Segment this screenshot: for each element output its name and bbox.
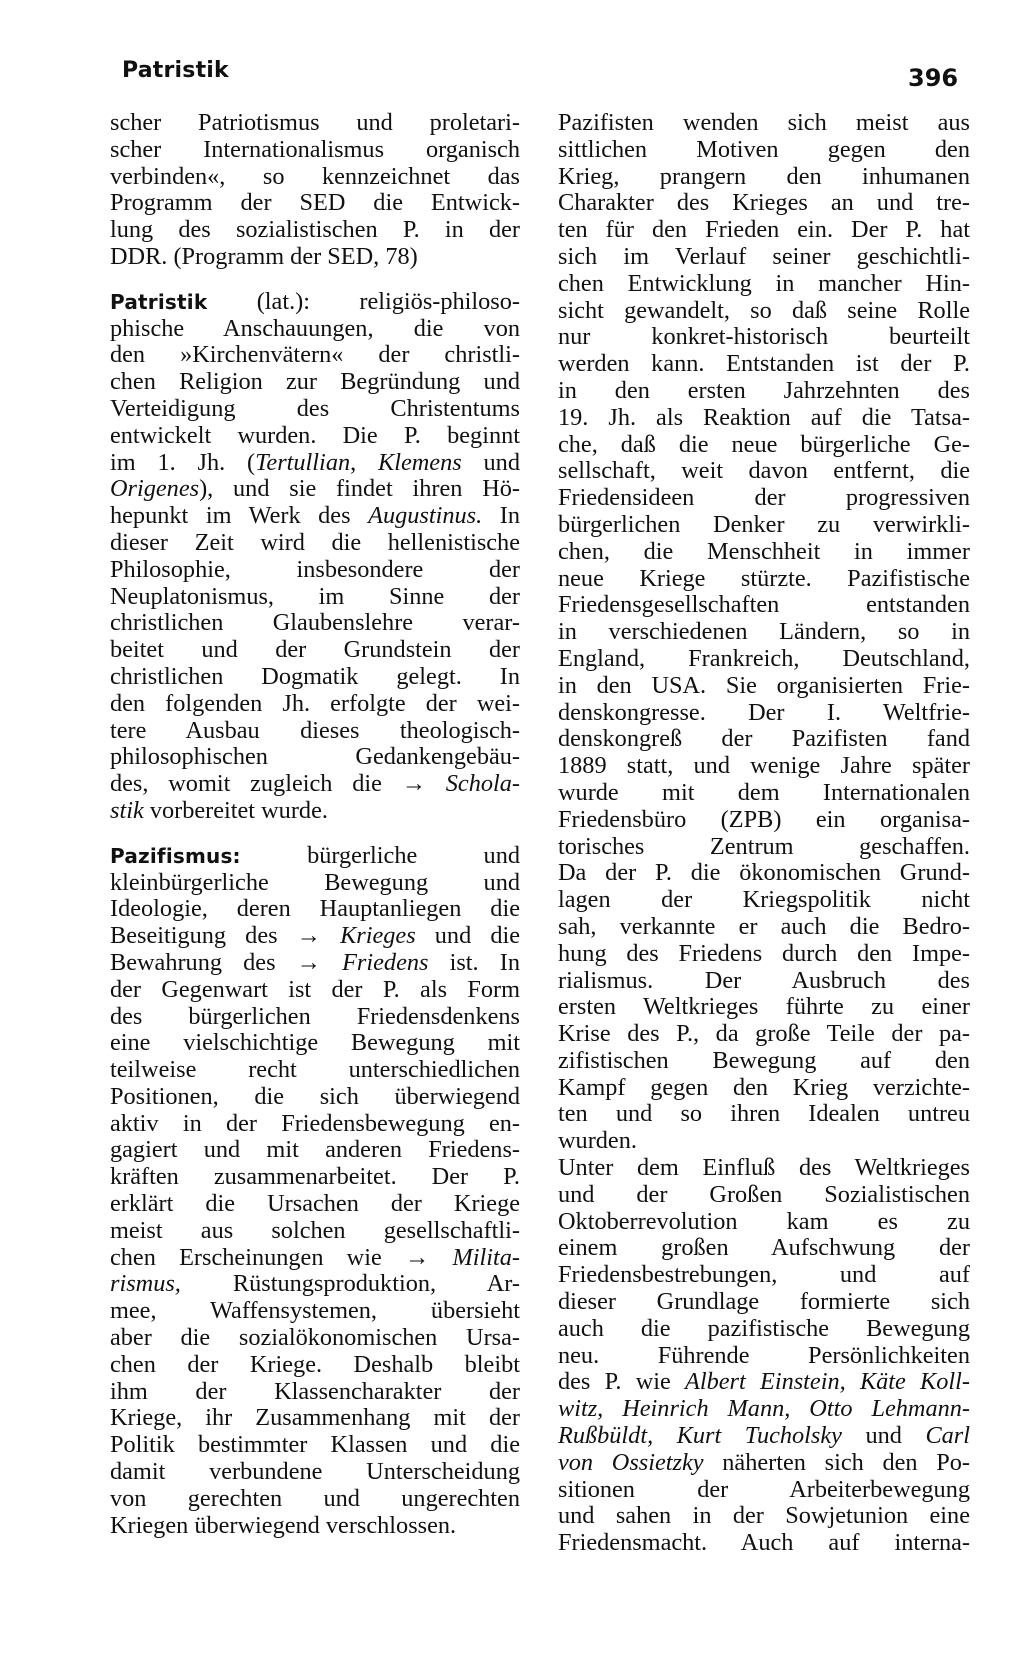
text-line: meist aus solchen gesellschaftli- bbox=[110, 1217, 520, 1244]
text-line: Kriege, ihr Zusammenhang mit der bbox=[110, 1405, 520, 1432]
text-line: mee, Waffensystemen, übersieht bbox=[110, 1298, 520, 1325]
text-line: in verschiedenen Ländern, so in bbox=[558, 619, 970, 646]
person-name: Albert Einstein, bbox=[685, 1369, 846, 1396]
text-line: Kriegen überwiegend verschlossen. bbox=[110, 1512, 457, 1539]
text-line: Pazifisten wenden sich meist aus bbox=[558, 110, 970, 136]
text-line: sah, verkannte er auch die Bedro- bbox=[558, 913, 970, 940]
person-name: Rußbüldt, bbox=[558, 1423, 654, 1450]
text-line: sitionen der Arbeiterbewegung bbox=[558, 1476, 970, 1503]
text-line: Verteidigung des Christentums bbox=[110, 395, 520, 422]
text-line: hung des Friedens durch den Impe- bbox=[558, 940, 970, 967]
arrow-icon: → bbox=[296, 923, 321, 950]
text-line: beitet und der Grundstein der bbox=[110, 637, 520, 664]
text-line: 19. Jh. als Reaktion auf die Tatsa- bbox=[558, 404, 970, 431]
entry-term-patristik: Patristik bbox=[110, 289, 208, 314]
text-line: entwickelt wurden. Die P. beginnt bbox=[110, 422, 520, 449]
text-line: Unter dem Einfluß des Weltkrieges bbox=[558, 1155, 970, 1182]
text-line: im 1. Jh. (Tertullian, Klemens und bbox=[110, 449, 520, 476]
text-line: nur konkret-historisch beurteilt bbox=[558, 324, 970, 351]
person-name: Heinrich Mann, bbox=[622, 1396, 791, 1423]
entry-term-pazifismus: Pazifismus: bbox=[110, 843, 241, 868]
text-line: DDR. (Programm der SED, 78) bbox=[110, 243, 418, 270]
text-line: Patristik (lat.): religiös-philoso- bbox=[110, 288, 520, 315]
text-line: Bewahrung des → Friedens ist. In bbox=[110, 949, 520, 976]
person-name: witz, bbox=[558, 1396, 604, 1423]
text-line: und der Großen Sozialistischen bbox=[558, 1181, 970, 1208]
text-line: sellschaft, weit davon entfernt, die bbox=[558, 458, 970, 485]
text-line: Charakter des Krieges an und tre- bbox=[558, 190, 970, 217]
text-line: in den ersten Jahrzehnten des bbox=[558, 377, 970, 404]
text-line: ersten Weltkrieges führte zu einer bbox=[558, 994, 970, 1021]
text-line: Friedensideen der progressiven bbox=[558, 485, 970, 512]
text-line: Krieg, prangern den inhumanen bbox=[558, 163, 970, 190]
person-name: von Ossietzky bbox=[558, 1449, 704, 1476]
text-line: neue Kriege stürzte. Pazifistische bbox=[558, 565, 970, 592]
text-line: gagiert und mit anderen Friedens- bbox=[110, 1137, 520, 1164]
text-line: Pazifismus: bürgerliche und bbox=[110, 842, 520, 869]
person-name: Origenes bbox=[110, 476, 200, 503]
text-line: torisches Zentrum geschaffen. bbox=[558, 833, 970, 860]
text-line: in den USA. Sie organisierten Frie- bbox=[558, 672, 970, 699]
text-line: verbinden«, so kennzeichnet das bbox=[110, 163, 520, 190]
cross-reference[interactable]: stik bbox=[110, 797, 144, 824]
person-name: Carl bbox=[925, 1423, 970, 1450]
text-line: werden kann. Entstanden ist der P. bbox=[558, 351, 970, 378]
text-line: che, daß die neue bürgerliche Ge- bbox=[558, 431, 970, 458]
text-line: und sahen in der Sowjetunion eine bbox=[558, 1503, 970, 1530]
text-line: wurde mit dem Internationalen bbox=[558, 779, 970, 806]
pazifismus-continuation bbox=[558, 110, 970, 1557]
text-line: Kampf gegen den Krieg verzichte- bbox=[558, 1074, 970, 1101]
text-line: stik vorbereitet wurde. bbox=[110, 797, 328, 824]
text-line: der Gegenwart ist der P. als Form bbox=[110, 976, 520, 1003]
text-line: denskongresse. Der I. Weltfrie- bbox=[558, 699, 970, 726]
text-line: phische Anschauungen, die von bbox=[110, 315, 520, 342]
text-line: England, Frankreich, Deutschland, bbox=[558, 645, 970, 672]
text-line: Politik bestimmter Klassen und die bbox=[110, 1432, 520, 1459]
pazifismus-entry bbox=[110, 843, 520, 1540]
text-line: bürgerlichen Denker zu verwirkli- bbox=[558, 511, 970, 538]
text-line: von gerechten und ungerechten bbox=[110, 1485, 520, 1512]
text-line: teilweise recht unterschiedlichen bbox=[110, 1057, 520, 1084]
text-line: Friedensbestrebungen, und auf bbox=[558, 1262, 970, 1289]
text-line: 1889 statt, und wenige Jahre später bbox=[558, 753, 970, 780]
text-line: Friedensbüro (ZPB) ein organisa- bbox=[558, 806, 970, 833]
text-line: des, womit zugleich die → Schola- bbox=[110, 771, 520, 798]
text-line: sittlichen Motiven gegen den bbox=[558, 136, 970, 163]
text-line: des P. wie Albert Einstein, Käte Koll- bbox=[558, 1369, 970, 1396]
page-number: 396 bbox=[908, 64, 959, 92]
text-line: scher Internationalismus organisch bbox=[110, 136, 520, 163]
text-line: Krise des P., da große Teile der pa- bbox=[558, 1021, 970, 1048]
text-line: chen, die Menschheit in immer bbox=[558, 538, 970, 565]
text-line: ten und so ihren Idealen untreu bbox=[558, 1101, 970, 1128]
text-line: chen Religion zur Begründung und bbox=[110, 369, 520, 396]
text-line: rismus, Rüstungsproduktion, Ar- bbox=[110, 1271, 520, 1298]
text-line: neu. Führende Persönlichkeiten bbox=[558, 1342, 970, 1369]
text-line: chen Erscheinungen wie → Milita- bbox=[110, 1244, 520, 1271]
text-line: rialismus. Der Ausbruch des bbox=[558, 967, 970, 994]
right-column bbox=[558, 110, 970, 1557]
running-head: Patristik bbox=[122, 58, 229, 83]
text-line: Beseitigung des → Krieges und die bbox=[110, 923, 520, 950]
text-line: chen Entwicklung in mancher Hin- bbox=[558, 270, 970, 297]
cross-reference[interactable]: Augustinus. bbox=[368, 503, 483, 530]
text-line: kleinbürgerliche Bewegung und bbox=[110, 869, 520, 896]
text-line: wurden. bbox=[558, 1128, 637, 1155]
cross-reference[interactable]: Friedens bbox=[342, 949, 429, 976]
cross-reference[interactable]: rismus, bbox=[110, 1271, 181, 1298]
person-name: Tertullian bbox=[255, 449, 351, 476]
cross-reference[interactable]: Schola- bbox=[445, 771, 520, 798]
arrow-icon: → bbox=[296, 949, 321, 976]
text-line: Neuplatonismus, im Sinne der bbox=[110, 583, 520, 610]
text-line: Rußbüldt, Kurt Tucholsky und Carl bbox=[558, 1423, 970, 1450]
text-line: Positionen, die sich überwiegend bbox=[110, 1083, 520, 1110]
text-line: dieser Zeit wird die hellenistische bbox=[110, 529, 520, 556]
person-name: Kurt Tucholsky bbox=[676, 1423, 842, 1450]
text-line: ten für den Frieden ein. Der P. hat bbox=[558, 217, 970, 244]
text-line: kräften zusammenarbeitet. Der P. bbox=[110, 1164, 520, 1191]
text-line: von Ossietzky näherten sich den Po- bbox=[558, 1449, 970, 1476]
text-line: des bürgerlichen Friedensdenkens bbox=[110, 1003, 520, 1030]
text-line: dieser Grundlage formierte sich bbox=[558, 1289, 970, 1316]
cross-reference[interactable]: Krieges bbox=[340, 923, 416, 950]
text-line: zifistischen Bewegung auf den bbox=[558, 1047, 970, 1074]
text-line: Origenes), und sie findet ihren Hö- bbox=[110, 476, 520, 503]
text-line: denskongreß der Pazifisten fand bbox=[558, 726, 970, 753]
patristik-entry bbox=[110, 289, 520, 825]
text-line: chen der Kriege. Deshalb bleibt bbox=[110, 1351, 520, 1378]
person-name: Klemens bbox=[378, 449, 462, 476]
text-line: auch die pazifistische Bewegung bbox=[558, 1315, 970, 1342]
text-line: sich im Verlauf seiner geschichtli- bbox=[558, 243, 970, 270]
text-line: Ideologie, deren Hauptanliegen die bbox=[110, 896, 520, 923]
person-name: Käte Koll- bbox=[859, 1369, 970, 1396]
text-line: den folgenden Jh. erfolgte der wei- bbox=[110, 690, 520, 717]
person-name: Otto Lehmann- bbox=[809, 1396, 970, 1423]
text-line: tere Ausbau dieses theologisch- bbox=[110, 717, 520, 744]
text-line: ihm der Klassencharakter der bbox=[110, 1378, 520, 1405]
text-line: den »Kirchenvätern« der christli- bbox=[110, 342, 520, 369]
text-line: einem großen Aufschwung der bbox=[558, 1235, 970, 1262]
cross-reference[interactable]: Milita- bbox=[452, 1244, 520, 1271]
text-line: erklärt die Ursachen der Kriege bbox=[110, 1191, 520, 1218]
text-line: Friedensmacht. Auch auf interna- bbox=[558, 1530, 970, 1557]
text-line: christlichen Glaubenslehre verar- bbox=[110, 610, 520, 637]
text-line: Oktoberrevolution kam es zu bbox=[558, 1208, 970, 1235]
text-line: Friedensgesellschaften entstanden bbox=[558, 592, 970, 619]
arrow-icon: → bbox=[404, 1244, 430, 1271]
text-line: Philosophie, insbesondere der bbox=[110, 556, 520, 583]
text-line: christlichen Dogmatik gelegt. In bbox=[110, 663, 520, 690]
text-line: philosophischen Gedankengebäu- bbox=[110, 744, 520, 771]
text-line: damit verbundene Unterscheidung bbox=[110, 1459, 520, 1486]
text-line: aber die sozialökonomischen Ursa- bbox=[110, 1325, 520, 1352]
text-line: lung des sozialistischen P. in der bbox=[110, 217, 520, 244]
text-line: Programm der SED die Entwick- bbox=[110, 190, 520, 217]
text-line: scher Patriotismus und proletari- bbox=[110, 110, 520, 136]
text-line: sicht gewandelt, so daß seine Rolle bbox=[558, 297, 970, 324]
text-line: hepunkt im Werk des Augustinus. In bbox=[110, 503, 520, 530]
text-line: Da der P. die ökonomischen Grund- bbox=[558, 860, 970, 887]
arrow-icon: → bbox=[401, 771, 426, 798]
text-line: aktiv in der Friedensbewegung en- bbox=[110, 1110, 520, 1137]
left-column bbox=[110, 110, 520, 1539]
text-line: eine vielschichtige Bewegung mit bbox=[110, 1030, 520, 1057]
text-line bbox=[558, 1396, 970, 1423]
text-line: lagen der Kriegspolitik nicht bbox=[558, 887, 970, 914]
patriotismus-entry-end bbox=[110, 110, 520, 271]
